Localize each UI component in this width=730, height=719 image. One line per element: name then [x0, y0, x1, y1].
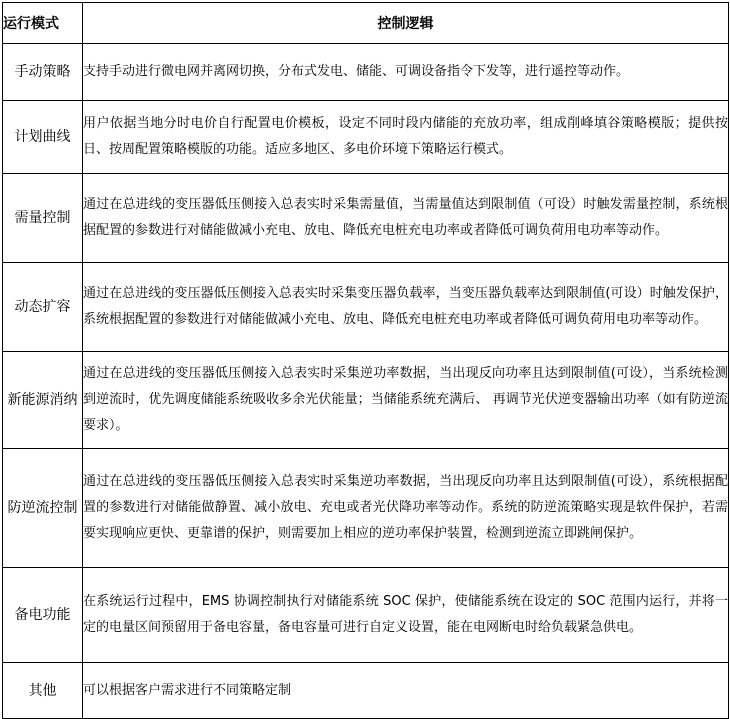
mode-cell: 动态扩容 — [3, 263, 83, 352]
mode-cell: 新能源消纳 — [3, 352, 83, 449]
table-row — [3, 44, 729, 101]
table-row — [3, 263, 729, 352]
mode-cell: 其他 — [3, 663, 83, 719]
table-row — [3, 352, 729, 449]
mode-cell: 需量控制 — [3, 174, 83, 263]
mode-cell: 防逆流控制 — [3, 449, 83, 568]
table-row — [3, 174, 729, 263]
table-row — [3, 101, 729, 174]
table-row — [3, 663, 729, 719]
logic-cell: 通过在总进线的变压器低压侧接入总表实时采集需量值，当需量值达到限制值（可设）时触发需量控制，系统根据配置的参数进行对储能做减小充电、放电、降低充电桩充电功率或者降低可调负荷用电功率等动作。 — [83, 174, 729, 263]
logic-cell: 可以根据客户需求进行不同策略定制 — [83, 663, 729, 719]
logic-cell: 在系统运行过程中，EMS 协调控制执行对储能系统 SOC 保护，使储能系统在设定的 SOC 范围内运行，并将一定的电量区间预留用于备电容量，备电容量可进行自定义设置，能在电网断电时给负载紧急供电。 — [83, 568, 729, 663]
header-control-logic: 控制逻辑 — [83, 3, 729, 44]
table-row — [3, 449, 729, 568]
mode-cell: 备电功能 — [3, 568, 83, 663]
logic-cell: 通过在总进线的变压器低压侧接入总表实时采集逆功率数据，当出现反向功率且达到限制值(可设），系统根据配置的参数进行对储能做静置、减小放电、充电或者光伏降功率等动作。系统的防逆流策略实现是软件保护，若需要实现响应更快、更靠谱的保护，则需要加上相应的逆功率保护装置，检测到逆流立即跳闸保护。 — [83, 449, 729, 568]
table-row — [3, 568, 729, 663]
mode-cell: 手动策略 — [3, 44, 83, 101]
logic-cell: 支持手动进行微电网并离网切换，分布式发电、储能、可调设备指令下发等，进行遥控等动作。 — [83, 44, 729, 101]
logic-cell: 用户依据当地分时电价自行配置电价模板，设定不同时段内储能的充放功率，组成削峰填谷策略模版；提供按日、按周配置策略模版的功能。适应多地区、多电价环境下策略运行模式。 — [83, 101, 729, 174]
logic-cell: 通过在总进线的变压器低压侧接入总表实时采集变压器负载率，当变压器负载率达到限制值(可设）时触发保护，系统根据配置的参数进行对储能做减小充电、放电、降低充电桩充电功率或者降低可调负荷用电功率等动作。 — [83, 263, 729, 352]
mode-cell: 计划曲线 — [3, 101, 83, 174]
table-header-row — [3, 3, 729, 44]
logic-cell: 通过在总进线的变压器低压侧接入总表实时采集逆功率数据，当出现反向功率且达到限制值(可设），当系统检测到逆流时，优先调度储能系统吸收多余光伏能量；当储能系统充满后、 再调节光伏逆变器输出功率（如有防逆流要求）。 — [83, 352, 729, 449]
control-strategy-table — [2, 2, 729, 719]
header-operating-mode: 运行模式 — [3, 3, 83, 44]
